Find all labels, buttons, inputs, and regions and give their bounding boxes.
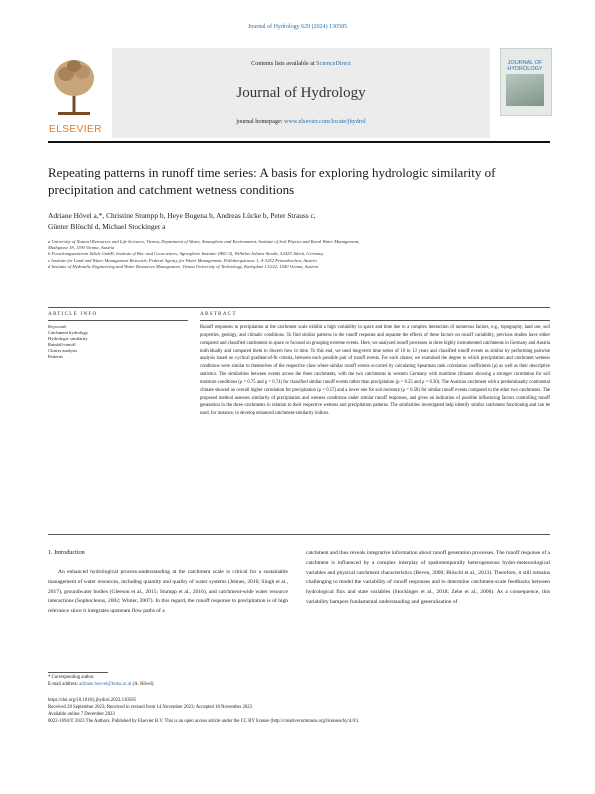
abstract-end-rule <box>48 534 550 535</box>
doi-link[interactable]: https://doi.org/10.1016/j.jhydrol.2023.130585 <box>48 698 136 703</box>
footnotes <box>48 674 348 688</box>
header-rule <box>48 141 550 143</box>
affiliation-a-cont: Muthgasse 18, 1190 Vienna, Austria <box>48 245 115 251</box>
email-line <box>48 681 348 688</box>
contents-line <box>112 60 490 67</box>
homepage-line <box>112 118 490 125</box>
article-title: Repeating patterns in runoff time series: A basis for exploring hydrologic similarity of precipitation and catchment wetness conditions <box>48 165 496 197</box>
article-info-rule <box>48 320 188 321</box>
info-top-rule <box>48 307 550 308</box>
email-suffix: (A. Hövel). <box>131 682 155 687</box>
author-list <box>48 210 548 232</box>
affiliation-a: a University of Natural Resources and Life Sciences, Vienna, Department of Water, Atmosphere and Environment, Institute of Soil Physics and Rural Water Management, <box>48 239 360 244</box>
affiliation-d: d Institute of Hydraulic Engineering and Water Resources Management, Vienna University of Technology, Karlsplatz 13/222, 1040 Vienna, Austria <box>48 263 319 269</box>
journal-title: Journal of Hydrology <box>236 85 366 101</box>
email-prefix: E-mail address: <box>48 682 80 687</box>
article-info-heading: ARTICLE INFO <box>48 311 98 317</box>
journal-reference: Journal of Hydrology 629 (2024) 130585 <box>247 24 348 30</box>
contents-prefix: Contents lists available at <box>251 60 317 67</box>
abstract-text: Runoff responses to precipitation at the catchment scale exhibit a high variability in space and time due to a complex interaction of numerous factors, e.g., topography, land use, soil properties, geology, and climatic conditions. To find similar patterns in the runoff response and separate the effects of these factors on runoff variability, previous studies have either compared and classified catchments in space or focused on grouping extreme events. Here, we analyzed runoff processes in three highly instrumented catchments in Germany and Austria individually and compared them to discern how in time. To this end, we used long-term time series of 10 to 13 years and classified runoff events as similar by performing pairwise analysis based on cyclical gradient-of-fit criteria, between each possible pair of runoff events. For each cluster, we examined the degree to which precipitation and catchment wetness conditions were similar to themselves of the respective class where similar runoff events occurred by calculating Spearman rank correlation coefficients (ρ) as well as their descriptive statistics. The similarities between events across the three catchments, with the two catchments in western Germany with maritime climates showing a stronger correlation for soil moisture conditions (ρ = 0.75 and ρ = 0.74) for classified similar runoff events rather than precipitation (ρ = 0.25 and ρ = 0.30). The Austrian catchment with a predominantly continental climate showed an overall higher correlation for precipitation (ρ = 0.57) and a lower one for soil moisture (ρ = 0.58) for similar runoff events compared to the other two catchments. The proposed method assesses similarity of precipitation and wetness conditions under similar runoff responses, and gives an indication of possible influencing factors controlling runoff generation in the three catchments in relation to their respective wetness and precipitation patterns. The similarities investigated help identify similar catchment functioning and can be used, for instance, to develop enhanced catchment-similarity indices. <box>200 325 550 417</box>
homepage-prefix: journal homepage: <box>236 118 285 125</box>
abstract-rule <box>200 320 550 321</box>
cover-image <box>506 74 544 106</box>
keywords-block <box>48 324 188 360</box>
introduction-heading: 1. Introduction <box>48 549 85 556</box>
received-dates: Received 28 September 2023; Received in revised form 14 November 2023; Accepted 18 November 2023 <box>48 705 253 710</box>
elsevier-tree-logo <box>48 50 100 122</box>
affiliation-c: c Institute for Land and Water Management Research, Federal Agency for Water Management, Pollnbergstrasse 1, A-3252 Petzenkirchen, Austria <box>48 257 317 263</box>
elsevier-wordmark: ELSEVIER <box>49 124 102 135</box>
publication-info <box>48 697 550 725</box>
keyword-item: Hydrologic similarity <box>48 336 88 341</box>
affiliation-b: b Forschungszentrum Jülich GmbH, Institute of Bio- and Geosciences, Agrosphere Institute (IBG-3), Wilhelm-Johnen-Straße, 52425 Jülich, Germany <box>48 251 324 257</box>
homepage-link[interactable]: www.elsevier.com/locate/jhydrol <box>284 118 366 125</box>
affiliations <box>48 239 548 270</box>
corresponding-author-note: * Corresponding author. <box>48 675 95 680</box>
cover-title: JOURNAL OF HYDROLOGY <box>507 60 543 72</box>
email-link[interactable]: adriane.hoevel@boku.ac.at <box>79 682 132 687</box>
keyword-item: Cluster analysis <box>48 348 78 353</box>
intro-left-column: An enhanced hydrological process-understanding at the catchment scale is critical for a sustainable management of water resources, including quantity and quality of water systems (Jehnes, 2016; Singh et al., 2017), groundwater bodies (Gleeson et al., 2015; Stumpp et al., 2016), and catchment-wide water resource interactions (Sophocleous, 2002; Winter, 2007). In this regard, the runoff response to precipitation is of high relevance since it integrates upstream flow paths of a <box>48 569 288 615</box>
keyword-item: Rainfall-runoff <box>48 342 76 347</box>
authors-line-1: Adriane Hövel a,*, Christine Stumpp b, Heye Bogena b, Andreas Lücke b, Peter Strauss c, <box>48 211 316 220</box>
footnote-rule <box>48 672 108 673</box>
sciencedirect-link[interactable]: ScienceDirect <box>316 60 351 67</box>
available-online: Available online 7 December 2023 <box>48 712 115 717</box>
intro-right-column: catchment and thus reveals integrative information about runoff generation processes. The runoff response of a catchment is influenced by a complex interplay of spatiotemporally heterogeneous hydro-meteorological variables and physical catchment characteristics (Beven, 2000; Blöschl et al., 2013). Therefore, it still remains challenging to model the variability of runoff responses and to determine catchment-scale feedbacks between hydrological flux and state variables (Stockinger et al., 2018; Zehe et al., 2006). As a consequence, this variability hampers fundamental understanding and generalisation of <box>306 550 550 605</box>
authors-line-2: Günter Blöschl d, Michael Stockinger a <box>48 222 166 231</box>
abstract-heading: ABSTRACT <box>200 311 237 317</box>
keyword-item: Patterns <box>48 354 63 359</box>
keywords-heading: Keywords <box>48 324 67 329</box>
license-line: 0022-1694/© 2023 The Authors. Published by Elsevier B.V. This is an open access article under the CC BY license (http://creativecommons.org/licenses/by/4.0/). <box>48 719 359 724</box>
keyword-item: Catchment hydrology <box>48 330 88 335</box>
